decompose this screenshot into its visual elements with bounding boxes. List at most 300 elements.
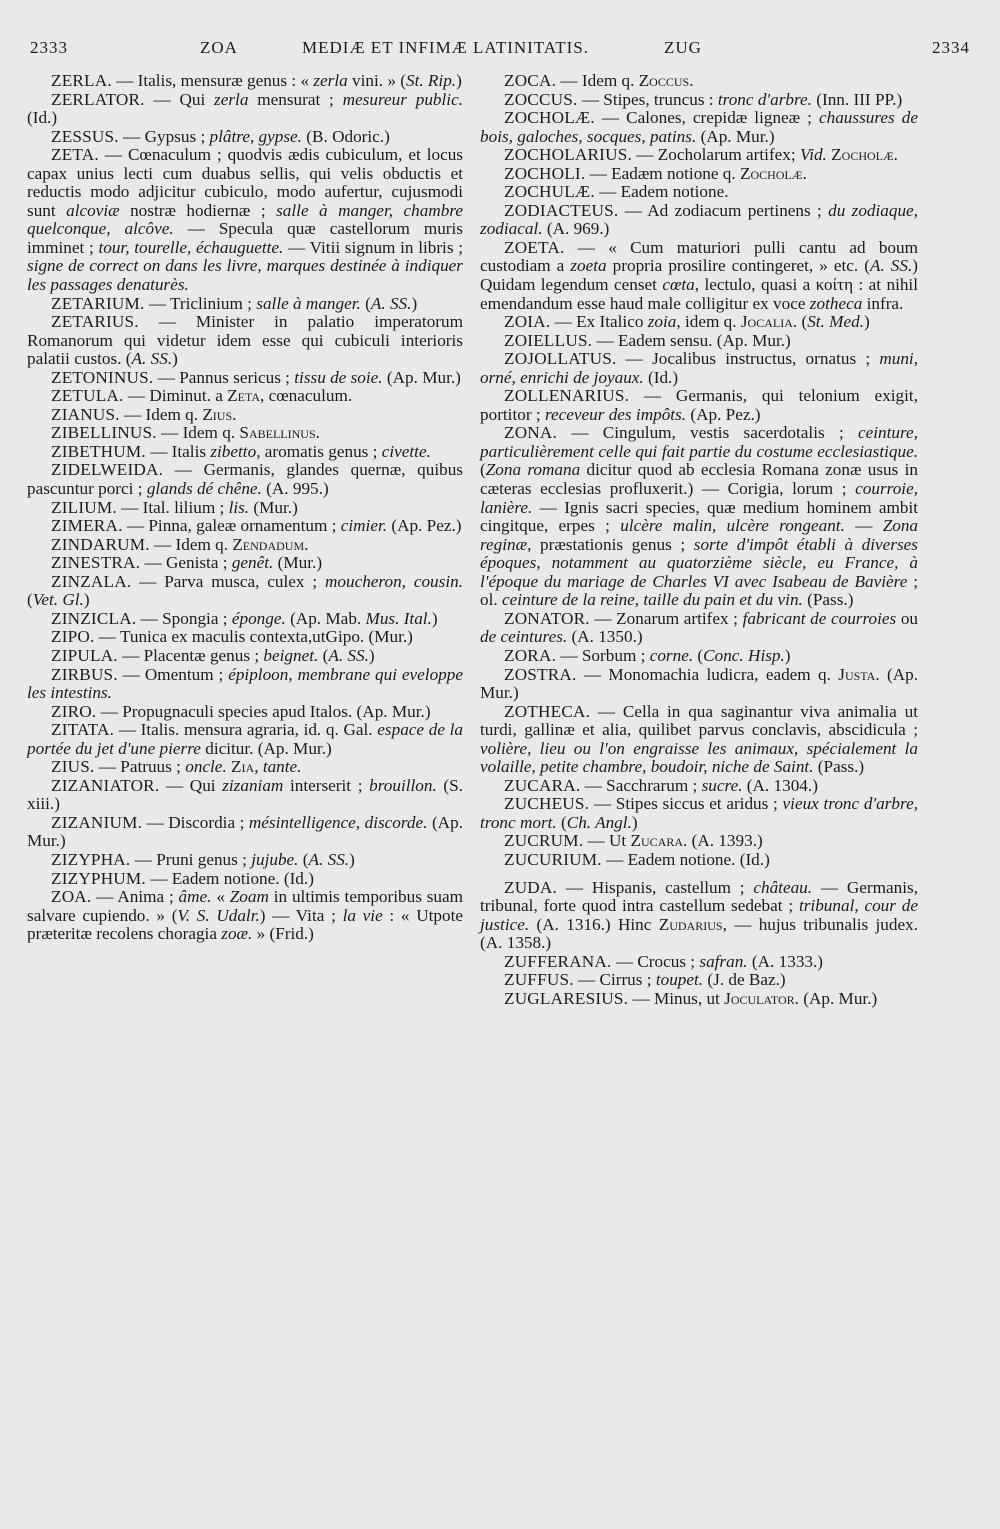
dictionary-entry [480, 313, 918, 332]
entry-text: — Eadæm notione q. [585, 163, 740, 183]
entry-headword: ZUCURIUM. [504, 849, 602, 869]
entry-headword: ZERLATOR. [51, 89, 145, 109]
entry-headword: ZOCCUS. [504, 89, 578, 109]
entry-text: — Italis [145, 441, 211, 461]
entry-text: Zona romana [485, 460, 581, 480]
entry-headword: ZINESTRA. [51, 553, 141, 573]
entry-text: ulcère malin, ulcère rongeant. [620, 516, 845, 536]
entry-headword: ZIZYPHUM. [51, 868, 146, 888]
entry-text: volière, lieu ou l'on engraisse les animaux, spécialement la volaille, petite chambre, boudoir, niche de Saint. [480, 738, 918, 777]
entry-text: éponge. [231, 608, 286, 628]
dictionary-entry [27, 647, 463, 666]
entry-text: Conc. Hisp. [703, 645, 785, 665]
entry-text: , idem q. [676, 312, 741, 332]
dictionary-entry [480, 666, 918, 703]
entry-text: infra. [862, 293, 904, 313]
entry-text: — Tunica ex maculis contexta,utGipo. (Mur.) [94, 627, 413, 647]
entry-headword: ZETA. [51, 145, 99, 165]
entry-text: — Germanis, glandes quernæ, quibus pascuntur porci ; [27, 460, 463, 499]
entry-text: — Omentum ; [117, 664, 229, 684]
dictionary-entry [27, 703, 463, 722]
entry-text: . [232, 404, 237, 424]
entry-text: — Minister in palatio imperatorum Romanorum qui videtur idem esse qui cubiculi interioris palatii custos. ( [27, 312, 463, 369]
entry-text: — Idem q. [149, 534, 233, 554]
entry-text: St. Med. [807, 312, 865, 332]
entry-headword: ZIBELLINUS. [51, 423, 157, 443]
entry-text: (Ap. Mur.) [696, 126, 775, 146]
entry-text: (J. de Baz.) [703, 970, 786, 990]
entry-text: ( [298, 849, 309, 869]
entry-text: Vid. [799, 145, 827, 165]
entry-text: — Sacchrarum ; [580, 775, 702, 795]
entry-text: — Cœnaculum ; quodvis ædis cubiculum, et locus capax unius lecti cum duabus sellis, qui velis obductis et reductis modo adjicitur cubiculo, modo aufertur, cujusmodi sunt [27, 145, 463, 220]
dictionary-entry [480, 146, 918, 165]
entry-text: A. SS. [131, 349, 173, 369]
entry-text: (Pass.) [813, 757, 865, 777]
entry-text: — Parva musca, culex ; [131, 571, 325, 591]
entry-text: cœta [662, 275, 695, 295]
entry-text: ) [172, 349, 178, 369]
entry-text: beignet. [263, 645, 319, 665]
entry-headword: ZINDARUM. [51, 534, 150, 554]
dictionary-entry [27, 851, 463, 870]
entry-headword: ZOIELLUS. [504, 330, 593, 350]
entry-text: . (Ap. Mur.) [480, 664, 918, 703]
entry-headword: ZIZYPHA. [51, 849, 131, 869]
entry-text: . [802, 163, 807, 183]
entry-headword: ZIUS. [51, 757, 95, 777]
entry-text: jujube. [251, 849, 299, 869]
entry-text: dicitur quod ab ecclesia Romana zonæ usus in cæteras ecclesias profluxerit.) — Corigia, lorum ; [480, 460, 918, 499]
entry-text: — Crocus ; [611, 951, 700, 971]
entry-text: Ch. Angl. [566, 812, 632, 832]
entry-text: — Discordia ; [142, 812, 249, 832]
entry-text: salle à manger. [256, 293, 361, 313]
dictionary-entry [480, 703, 918, 777]
entry-headword: ZOTHECA. [504, 701, 591, 721]
entry-text: ) [368, 645, 375, 665]
dictionary-entry [480, 879, 918, 953]
dictionary-entry [27, 387, 463, 406]
dictionary-entry [27, 369, 463, 388]
entry-text: Zocholæ [740, 163, 803, 183]
entry-text: . [689, 71, 694, 90]
entry-text: muni, orné, enrichi de joyaux. [480, 349, 918, 387]
entry-text: ) [83, 590, 90, 610]
dictionary-entry [480, 350, 918, 387]
entry-headword: ZONA. [504, 423, 558, 443]
entry-headword: ZIPULA. [51, 645, 118, 665]
entry-text: cimier. [340, 516, 388, 536]
entry-text: âme. [178, 887, 212, 907]
dictionary-entry [480, 332, 918, 351]
entry-text: — Pruni genus ; [130, 849, 252, 869]
entry-text: — Gypsus ; [118, 126, 210, 146]
entry-text: — Qui [159, 775, 223, 795]
entry-headword: ZIPO. [51, 627, 95, 647]
dictionary-entry [27, 536, 463, 555]
entry-text: zibetto [210, 441, 257, 461]
entry-text: Mus. Ital. [365, 608, 432, 628]
entry-text: ( [480, 460, 486, 480]
entry-text: — Monomachia ludicra, eadem q. [576, 664, 839, 684]
entry-text: (Id.) [643, 367, 679, 387]
dictionary-entry [480, 851, 918, 870]
entry-text: tour, tourelle, échauguette. [98, 237, 284, 257]
entry-text: nostræ hodiernæ ; [119, 200, 277, 220]
entry-text: fabricant de courroies [742, 608, 897, 628]
entry-text: — Specula quæ castellorum muris imminet ; [27, 219, 463, 257]
entry-text: , aromatis genus ; [256, 441, 382, 461]
entry-text: zerla [214, 89, 249, 109]
entry-text: — Idem q. [156, 423, 240, 443]
entry-text: alcoviæ [66, 200, 120, 220]
entry-text: Zudarius [658, 914, 723, 934]
dictionary-entry [480, 610, 918, 647]
entry-text: ) Quidam legendum censet [480, 256, 919, 295]
entry-text: — Italis, mensuræ genus : « [111, 71, 314, 90]
entry-headword: ZITATA. [51, 720, 115, 740]
entry-text: Zoam [229, 887, 269, 907]
right-guide-word: ZUG [664, 38, 702, 57]
entry-text: — Stipes siccus et aridus ; [589, 794, 783, 814]
entry-text: — Vitii signum in libris ; [283, 237, 463, 257]
entry-text: . [315, 423, 320, 443]
entry-text: — Spongia ; [136, 608, 232, 628]
dictionary-entry [27, 888, 463, 944]
entry-text: — Patruus ; [94, 757, 186, 777]
entry-text: — Minus, ut [628, 988, 725, 1008]
entry-headword: ZETARIUS. [51, 312, 139, 332]
entry-text: ( [556, 812, 567, 832]
entry-text: A. SS. [328, 645, 369, 665]
entry-text: mensurat ; [248, 89, 343, 109]
entry-text: , lectulo, quasi a κοίτη : at nihil emendandum esse haud male colligitur ex voce [480, 275, 918, 313]
entry-headword: ZOCHOLI. [504, 163, 586, 183]
dictionary-entry [480, 202, 918, 239]
entry-text: château. [753, 877, 813, 897]
entry-text: ) [456, 71, 462, 90]
entry-text: courroie, lanière. [480, 479, 918, 517]
entry-text: — Sorbum ; [556, 645, 650, 665]
entry-text: brouillon. [369, 775, 437, 795]
entry-text: — Eadem notione. (Id.) [145, 868, 314, 888]
dictionary-entry [480, 387, 918, 424]
entry-text: (Ap. Pez.) [387, 516, 462, 536]
entry-text: oncle. [185, 757, 227, 777]
entry-headword: ZOCHOLÆ. [504, 108, 595, 128]
entry-text: receveur des impôts. [544, 404, 687, 424]
entry-text: vieux tronc d'arbre, tronc mort. [480, 794, 918, 832]
entry-text: — Triclinium ; [144, 293, 257, 313]
dictionary-entry [480, 91, 918, 110]
dictionary-entry [27, 406, 463, 425]
entry-headword: ZUCRUM. [504, 831, 584, 851]
dictionary-entry [27, 814, 463, 851]
dictionary-entry [27, 91, 463, 128]
entry-text: — Eadem sensu. (Ap. Mur.) [592, 330, 791, 350]
entry-text: moucheron, cousin. [324, 571, 463, 591]
entry-text: propria prosilire contingeret, » etc. ( [606, 256, 870, 276]
entry-text: — [844, 516, 883, 536]
page-header [30, 38, 970, 68]
dictionary-entry [27, 628, 463, 647]
entry-text: ) [784, 645, 791, 665]
entry-text: zoia [647, 312, 677, 332]
dictionary-entry [480, 72, 918, 91]
entry-text: — Ignis sacri species, quæ medium hominem ambit cingitque, erpes ; [480, 497, 918, 536]
entry-text: — Diminut. a [123, 386, 228, 406]
entry-headword: ZOSTRA. [504, 664, 577, 684]
entry-headword: ZUDA. [504, 877, 558, 897]
entry-text: ( [27, 590, 33, 610]
dictionary-entry [27, 777, 463, 814]
dictionary-entry [27, 870, 463, 889]
entry-headword: ZERLA. [51, 71, 112, 90]
entry-text: ( [693, 645, 704, 665]
dictionary-entry [27, 666, 463, 703]
entry-text: — Idem q. [556, 71, 639, 90]
entry-text: (A. 1350.) [567, 627, 643, 647]
entry-headword: ZONATOR. [504, 608, 590, 628]
entry-text: — Eadem notione. [594, 182, 729, 202]
dictionary-entry [480, 165, 918, 184]
entry-text: zerla [313, 71, 348, 90]
dictionary-entry [27, 128, 463, 147]
entry-text: in ultimis temporibus suam salvare cupiendo. » ( [27, 887, 463, 925]
dictionary-entry [27, 610, 463, 629]
entry-text: — Ital. lilium ; [116, 497, 229, 517]
entry-text: Zoccus [638, 71, 690, 90]
entry-headword: ZINZICLA. [51, 608, 137, 628]
dictionary-entry [27, 721, 463, 758]
entry-text: , [254, 757, 263, 777]
entry-text: ) [431, 608, 438, 628]
entry-text: Zeta [227, 386, 261, 406]
dictionary-entry [27, 573, 463, 610]
entry-text: civette. [381, 441, 431, 461]
entry-text: lis. [228, 497, 250, 517]
entry-text: signe de correct on dans les livre, marques destinée à indiquer les passages denaturès. [27, 256, 463, 295]
entry-text: mésintelligence, discorde. [248, 812, 428, 832]
entry-text: tante. [262, 757, 302, 777]
dictionary-entry [480, 990, 918, 1009]
entry-text: glands dé chêne. [146, 479, 262, 499]
entry-text: Zona reginæ [480, 516, 919, 554]
entry-text: ) [864, 312, 870, 332]
entry-text: , cœnaculum. [260, 386, 353, 406]
entry-headword: ZUCARA. [504, 775, 581, 795]
entry-text: — Stipes, truncus : [577, 89, 718, 109]
entry-headword: ZESSUS. [51, 126, 119, 146]
entry-headword: ZIBETHUM. [51, 441, 146, 461]
entry-text: zizaniam [222, 775, 284, 795]
entry-text: — Hispanis, castellum ; [557, 877, 754, 897]
dictionary-entry [480, 777, 918, 796]
entry-text: — Eadem notione. (Id.) [601, 849, 770, 869]
entry-headword: ZILIUM. [51, 497, 117, 517]
entry-text: — Cirrus ; [573, 970, 656, 990]
dictionary-entry [27, 554, 463, 573]
entry-text: ou [896, 608, 919, 628]
entry-text: (S. xiii.) [27, 775, 463, 814]
entry-text: — Germanis, qui telonium exigit, portitor ; [480, 386, 918, 424]
entry-text: — Germanis, tribunal, forte quod intra castellum sedebat ; [480, 877, 918, 916]
entry-text: zoeta [570, 256, 607, 276]
entry-headword: ZETULA. [51, 386, 124, 406]
entry-text: Sabellinus [239, 423, 316, 443]
entry-text: zotheca [809, 293, 863, 313]
entry-text: ; ol. [480, 571, 919, 610]
entry-text: Justa [838, 664, 876, 684]
entry-headword: ZIZANIUM. [51, 812, 143, 832]
entry-text: , præstationis genus ; [527, 534, 694, 554]
entry-headword: ZUFFUS. [504, 970, 574, 990]
entry-headword: ZOETA. [504, 237, 565, 257]
dictionary-entry [480, 647, 918, 666]
entry-text: (A. 1333.) [747, 951, 824, 971]
entry-text: tribunal, cour de justice. [480, 896, 918, 934]
entry-text: St. Rip. [405, 71, 457, 90]
entry-text: genêt. [231, 553, 274, 573]
entry-text: Zia [231, 757, 255, 777]
entry-text: Jocalia [740, 312, 793, 332]
entry-text: (Inn. III PP.) [811, 89, 903, 109]
entry-text: épiploon, membrane qui eveloppe les intestins. [27, 664, 463, 703]
dictionary-entry [27, 499, 463, 518]
entry-text: : « Utpote præteritæ recolens choragia [27, 905, 463, 944]
dictionary-entry [480, 109, 918, 146]
dictionary-entry [480, 971, 918, 990]
entry-text: A. SS. [370, 293, 412, 313]
entry-headword: ZIRO. [51, 701, 97, 721]
entry-text: toupet. [655, 970, 704, 990]
entry-text: . (Ap. Mur.) [794, 988, 878, 1008]
entry-text: — Jocalibus instructus, ornatus ; [616, 349, 880, 369]
entry-text: safran. [699, 951, 748, 971]
dictionary-entry [27, 461, 463, 498]
entry-text: salle à manger, chambre quelconque, alcôve. [27, 200, 463, 239]
entry-text: interserit ; [283, 775, 370, 795]
entry-text: — Zocholarum artifex; [631, 145, 800, 165]
entry-headword: ZOA. [51, 887, 92, 907]
entry-text: (Ap. Mur.) [382, 367, 461, 387]
entry-text: » (Frid.) [252, 924, 314, 944]
entry-text: (A. 995.) [261, 479, 329, 499]
entry-text: zoæ. [221, 924, 253, 944]
entry-text: (Mur.) [249, 497, 298, 517]
dictionary-entry [480, 424, 918, 609]
entry-text: ceinture, particulièrement celle qui fait partie du costume ecclesiastique. [480, 423, 918, 461]
dictionary-entry [27, 72, 463, 91]
entry-headword: ZOCHOLARIUS. [504, 145, 632, 165]
entry-text: chaussures de bois, galoches, socques, patins. [480, 108, 918, 146]
entry-text: . (A. 1393.) [683, 831, 763, 851]
entry-text: (Ap. Mab. [285, 608, 366, 628]
entry-headword: ZINZALA. [51, 571, 132, 591]
entry-text: espace de la portée du jet d'une pierre [27, 720, 463, 758]
entry-headword: ZOCA. [504, 71, 557, 90]
right-column [480, 72, 918, 1008]
entry-text: — Ex Italico [550, 312, 648, 332]
entry-text: (Mur.) [273, 553, 323, 573]
entry-text: — Ut [583, 831, 631, 851]
entry-text: — Cingulum, vestis sacerdotalis ; [557, 423, 859, 443]
entry-headword: ZUCHEUS. [504, 794, 590, 814]
entry-headword: ZOCHULÆ. [504, 182, 595, 202]
right-page-number: 2334 [932, 38, 970, 57]
entry-text: ) — Vita ; [259, 905, 343, 925]
entry-headword: ZETONINUS. [51, 367, 154, 387]
entry-headword: ZIMERA. [51, 516, 123, 536]
entry-text: — Placentæ genus ; [117, 645, 264, 665]
entry-text: dicitur. (Ap. Mur.) [200, 738, 332, 758]
entry-text: — Qui [144, 89, 215, 109]
entry-text: mesureur public. [342, 89, 463, 109]
entry-headword: ZORA. [504, 645, 557, 665]
entry-headword: ZUFFERANA. [504, 951, 612, 971]
entry-text: Joculator [724, 988, 795, 1008]
entry-text: (A. 1316.) Hinc [529, 914, 659, 934]
dictionary-entry [27, 424, 463, 443]
entry-text: — Idem q. [119, 404, 203, 424]
entry-text: . [893, 145, 898, 165]
entry-text: — Anima ; [91, 887, 179, 907]
entry-headword: ZOIA. [504, 312, 551, 332]
entry-text: . ( [792, 312, 808, 332]
entry-text: Zius [202, 404, 233, 424]
entry-text: ) [411, 293, 418, 313]
left-page-number: 2333 [30, 38, 68, 57]
entry-text: de ceintures. [480, 627, 568, 647]
entry-text: plâtre, gypse. [209, 126, 302, 146]
entry-text: (Id.) [27, 108, 58, 128]
entry-text: (Ap. Pez.) [686, 404, 761, 424]
entry-headword: ZOLLENARIUS. [504, 386, 630, 406]
entry-text: — Cella in qua saginantur viva animalia ut turdi, gallinæ et alia, quilibet parvus conclavis, abscidicula ; [480, 701, 918, 740]
entry-text: ) [349, 849, 355, 869]
entry-text: du zodiaque, zodiacal. [480, 200, 918, 239]
entry-text: corne. [649, 645, 694, 665]
entry-text: , — hujus tribunalis judex. (A. 1358.) [480, 914, 918, 953]
entry-headword: ZIRBUS. [51, 664, 118, 684]
entry-text: (Pass.) [802, 590, 854, 610]
entry-text: ceinture de la reine, taille du pain et du vin. [501, 590, 803, 610]
entry-headword: ZIANUS. [51, 404, 120, 424]
entry-text: — « Cum maturiori pulli cantu ad boum custodiam a [480, 237, 918, 276]
left-column [27, 72, 463, 944]
entry-text: — Propugnaculi species apud Italos. (Ap. Mur.) [96, 701, 431, 721]
dictionary-entry [480, 239, 918, 313]
entry-text: (B. Odoric.) [301, 126, 390, 146]
entry-headword: ZIDELWEIDA. [51, 460, 164, 480]
entry-text: ( [360, 293, 371, 313]
entry-text: — Genista ; [140, 553, 232, 573]
entry-text: — Pinna, galeæ ornamentum ; [122, 516, 341, 536]
entry-text: Zucara [630, 831, 684, 851]
entry-text: — Zonarum artifex ; [589, 608, 743, 628]
entry-text: — Pannus sericus ; [153, 367, 295, 387]
entry-headword: ZUGLARESIUS. [504, 988, 629, 1008]
entry-headword: ZODIACTEUS. [504, 200, 619, 220]
running-title: MEDIÆ ET INFIMÆ LATINITATIS. [302, 38, 589, 57]
entry-headword: ZIZANIATOR. [51, 775, 160, 795]
entry-headword: ZOJOLLATUS. [504, 349, 617, 369]
entry-text: tissu de soie. [294, 367, 383, 387]
entry-text: — Italis. mensura agraria, id. q. Gal. [114, 720, 378, 740]
entry-text: Zocholæ [831, 145, 894, 165]
entry-text: sorte d'impôt établi à diverses époques, notamment au quatorzième siècle, eu France, à l'époque du mariage de Charles VI avec Isabeau de Bavière [480, 534, 918, 591]
